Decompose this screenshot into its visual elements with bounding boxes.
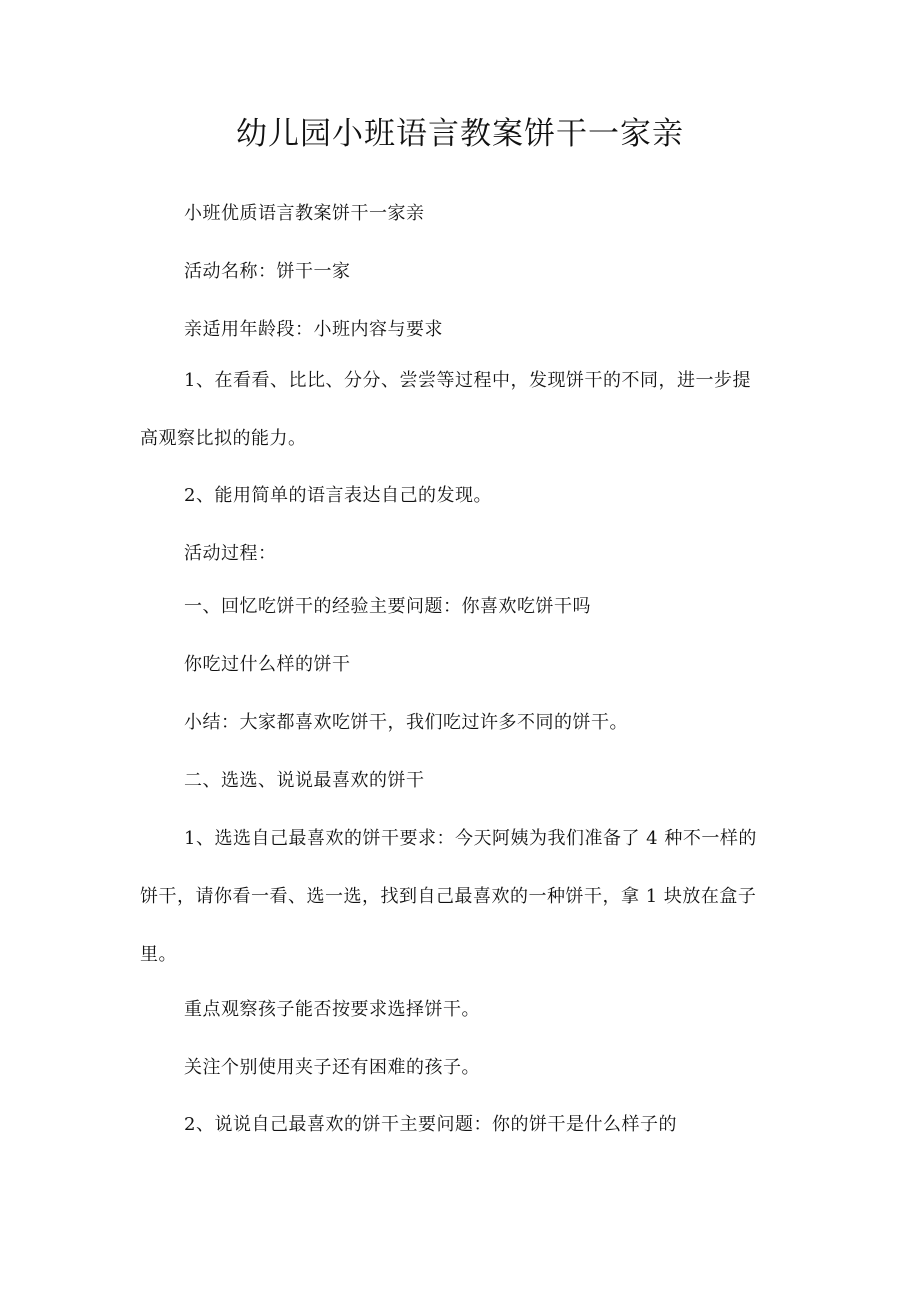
paragraph-step-2-1: 1、选选自己最喜欢的饼干要求：今天阿姨为我们准备了 4 种不一样的饼干，请你看一看、选一选，找到自己最喜欢的一种饼干，拿 1 块放在盒子里。 <box>140 828 757 965</box>
paragraph-goal-2: 2、能用简单的语言表达自己的发现。 <box>184 485 492 506</box>
paragraph-summary: 小结：大家都喜欢吃饼干，我们吃过许多不同的饼干。 <box>184 712 628 733</box>
paragraph-question: 你吃过什么样的饼干 <box>184 654 351 675</box>
paragraph-observe: 重点观察孩子能否按要求选择饼干。 <box>184 999 480 1020</box>
paragraph-step-2-2: 2、说说自己最喜欢的饼干主要问题：你的饼干是什么样子的 <box>184 1114 677 1135</box>
paragraph-goal-1: 1、在看看、比比、分分、尝尝等过程中，发现饼干的不同，进一步提高观察比拟的能力。 <box>140 370 751 449</box>
document-title: 幼儿园小班语言教案饼干一家亲 <box>236 116 684 152</box>
paragraph-activity-name: 活动名称：饼干一家 <box>184 261 351 282</box>
paragraph-step-2: 二、选选、说说最喜欢的饼干 <box>184 770 425 791</box>
paragraph-process-heading: 活动过程： <box>184 543 277 564</box>
paragraph-subtitle: 小班优质语言教案饼干一家亲 <box>184 203 425 224</box>
paragraph-attention: 关注个别使用夹子还有困难的孩子。 <box>184 1057 480 1078</box>
paragraph-step-1: 一、回忆吃饼干的经验主要问题：你喜欢吃饼干吗 <box>184 596 591 617</box>
paragraph-age-group: 亲适用年龄段：小班内容与要求 <box>184 319 443 340</box>
